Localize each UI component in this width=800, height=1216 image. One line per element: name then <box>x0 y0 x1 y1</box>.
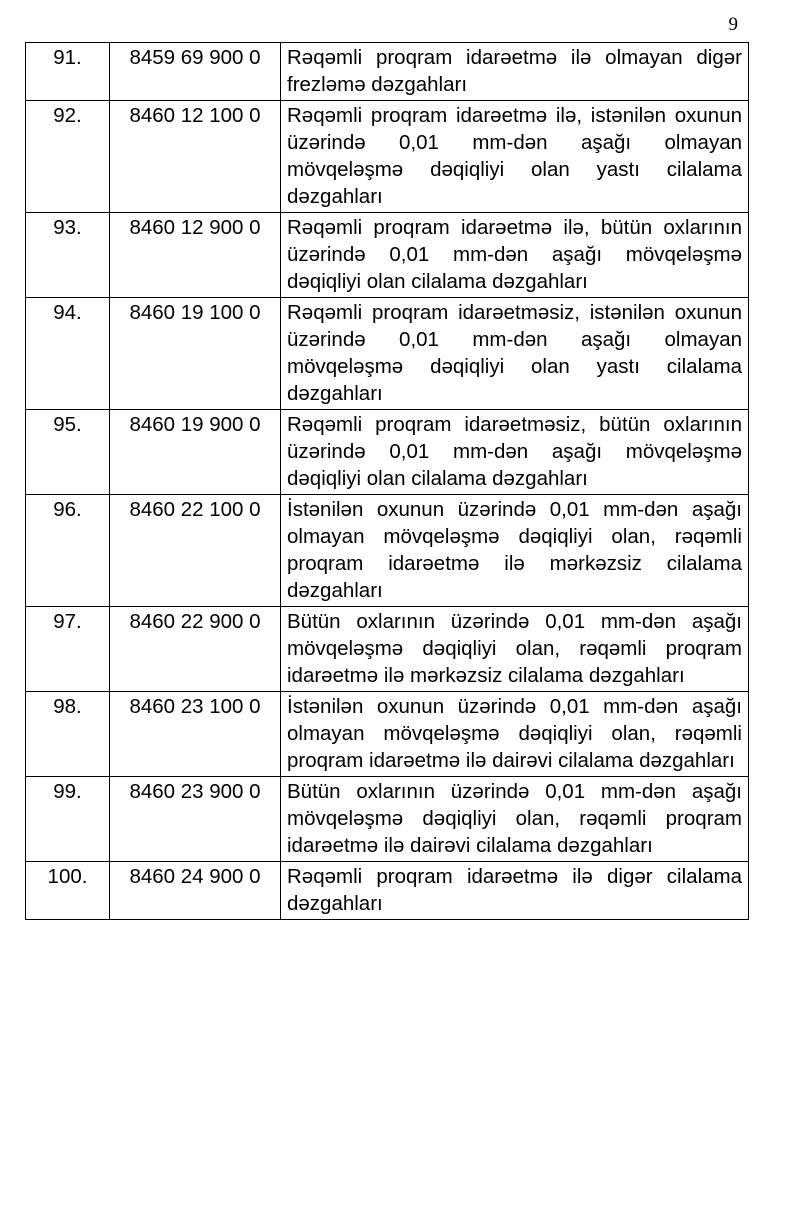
row-number: 96. <box>26 495 110 607</box>
page-number: 9 <box>728 14 738 35</box>
description: Rəqəmli proqram idarəetməsiz, bütün oxlarının üzərində 0,01 mm-dən aşağı mövqeləşmə dəqiqliyi olan cilalama dəzgahları <box>281 410 749 495</box>
commodity-code: 8460 22 900 0 <box>110 607 281 692</box>
commodity-code: 8460 24 900 0 <box>110 862 281 920</box>
description: Bütün oxlarının üzərində 0,01 mm-dən aşağı mövqeləşmə dəqiqliyi olan, rəqəmli proqram idarəetmə ilə mərkəzsiz cilalama dəzgahları <box>281 607 749 692</box>
row-number: 91. <box>26 43 110 101</box>
table-row <box>26 213 749 298</box>
table-row <box>26 410 749 495</box>
description: Bütün oxlarının üzərində 0,01 mm-dən aşağı mövqeləşmə dəqiqliyi olan, rəqəmli proqram idarəetmə ilə dairəvi cilalama dəzgahları <box>281 777 749 862</box>
description: Rəqəmli proqram idarəetmə ilə digər cilalama dəzgahları <box>281 862 749 920</box>
commodity-code: 8459 69 900 0 <box>110 43 281 101</box>
row-number: 95. <box>26 410 110 495</box>
table-row <box>26 777 749 862</box>
table-row <box>26 298 749 410</box>
row-number: 92. <box>26 101 110 213</box>
description: İstənilən oxunun üzərində 0,01 mm-dən aşağı olmayan mövqeləşmə dəqiqliyi olan, rəqəmli proqram idarəetmə ilə dairəvi cilalama dəzgahları <box>281 692 749 777</box>
row-number: 94. <box>26 298 110 410</box>
commodity-code: 8460 12 100 0 <box>110 101 281 213</box>
commodity-code: 8460 23 100 0 <box>110 692 281 777</box>
table-row <box>26 692 749 777</box>
description: Rəqəmli proqram idarəetməsiz, istənilən oxunun üzərində 0,01 mm-dən aşağı olmayan mövqeləşmə dəqiqliyi olan yastı cilalama dəzgahları <box>281 298 749 410</box>
description: İstənilən oxunun üzərində 0,01 mm-dən aşağı olmayan mövqeləşmə dəqiqliyi olan, rəqəmli proqram idarəetmə ilə mərkəzsiz cilalama dəzgahları <box>281 495 749 607</box>
row-number: 99. <box>26 777 110 862</box>
table-row <box>26 495 749 607</box>
row-number: 98. <box>26 692 110 777</box>
row-number: 93. <box>26 213 110 298</box>
row-number: 100. <box>26 862 110 920</box>
commodity-code: 8460 19 900 0 <box>110 410 281 495</box>
commodity-code: 8460 22 100 0 <box>110 495 281 607</box>
table-row <box>26 43 749 101</box>
commodity-code: 8460 23 900 0 <box>110 777 281 862</box>
row-number: 97. <box>26 607 110 692</box>
description: Rəqəmli proqram idarəetmə ilə, istənilən oxunun üzərində 0,01 mm-dən aşağı olmayan mövqeləşmə dəqiqliyi olan yastı cilalama dəzgahları <box>281 101 749 213</box>
table-row <box>26 101 749 213</box>
commodity-code: 8460 19 100 0 <box>110 298 281 410</box>
table-row <box>26 607 749 692</box>
description: Rəqəmli proqram idarəetmə ilə, bütün oxlarının üzərində 0,01 mm-dən aşağı mövqeləşmə dəqiqliyi olan cilalama dəzgahları <box>281 213 749 298</box>
table-row <box>26 862 749 920</box>
commodity-code-table <box>25 42 749 920</box>
description: Rəqəmli proqram idarəetmə ilə olmayan digər frezləmə dəzgahları <box>281 43 749 101</box>
commodity-code: 8460 12 900 0 <box>110 213 281 298</box>
